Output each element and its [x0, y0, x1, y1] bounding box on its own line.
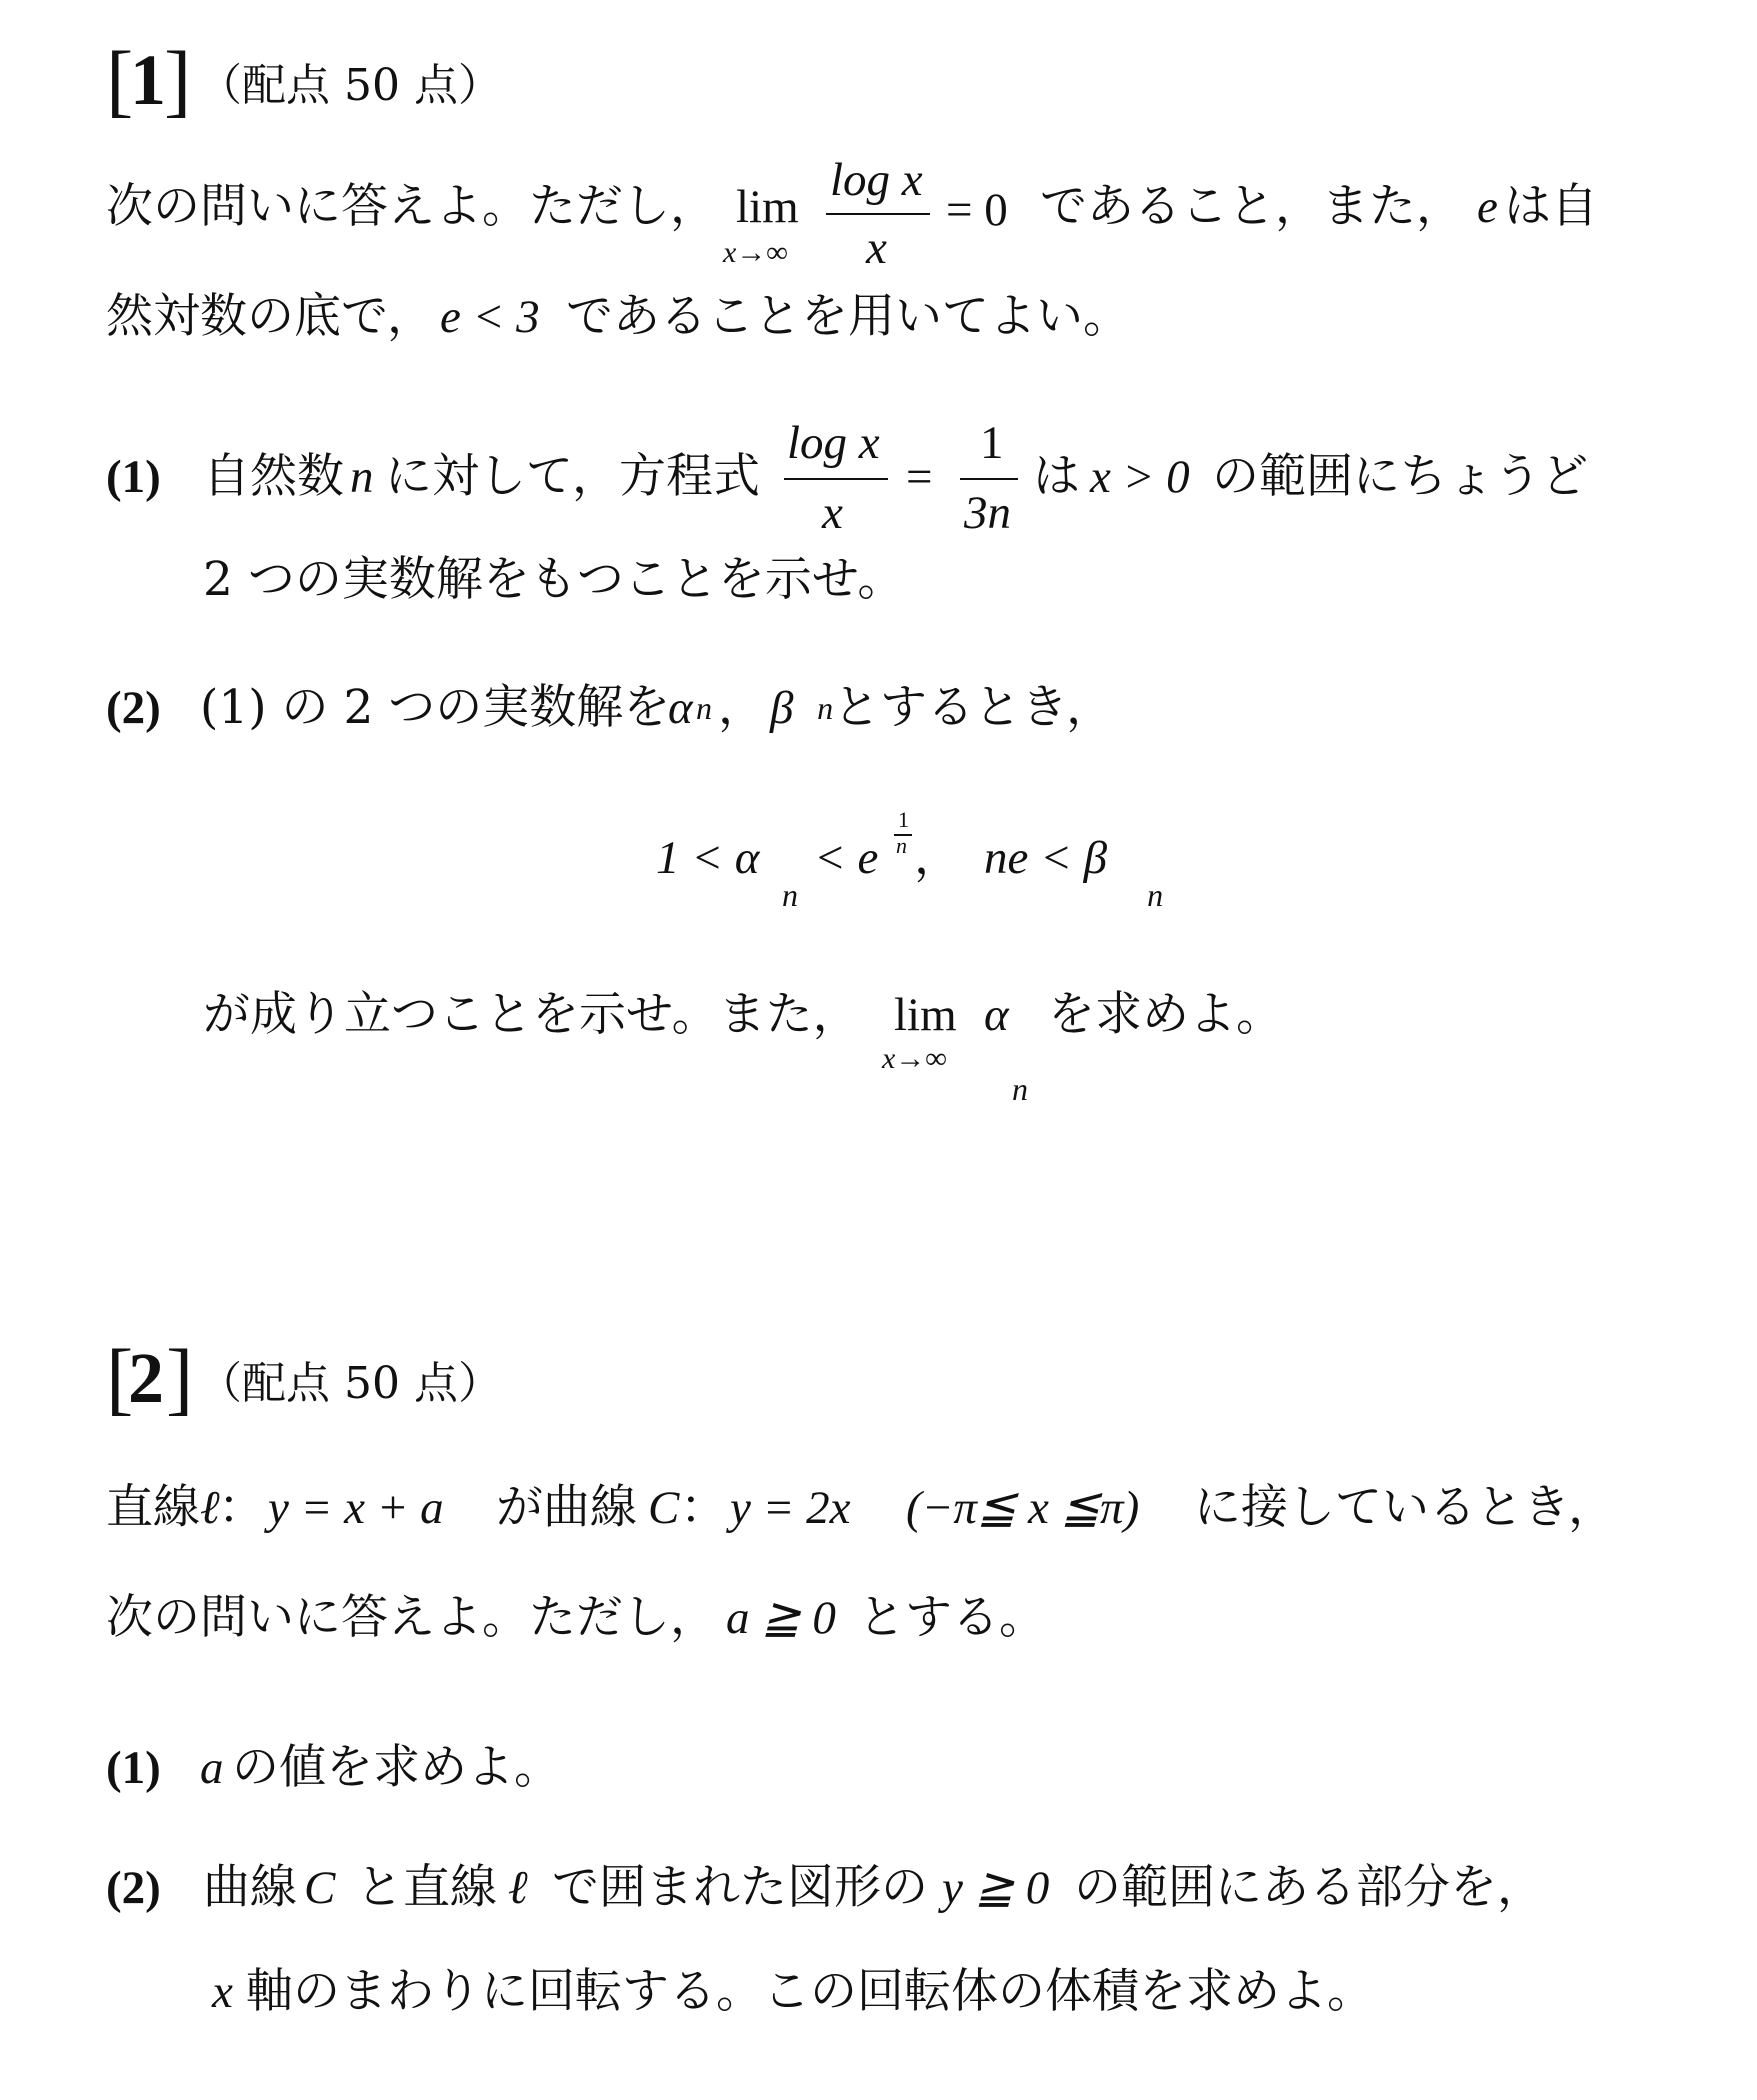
beta-subscript: n	[1147, 877, 1164, 913]
lim-subscript: x→∞	[723, 236, 788, 269]
intro-text-4: 次の問いに答えよ。ただし，	[106, 1590, 717, 1645]
intro-text-3: は自	[1504, 179, 1598, 234]
intro-text-4: 然対数の底で，	[106, 289, 435, 344]
alpha-subscript: n	[1012, 1071, 1028, 1107]
fraction-bar	[826, 213, 930, 215]
q2-text-2: とするとき，	[833, 680, 1114, 735]
intro-text-5: であることを用いてよい。	[566, 289, 1130, 344]
x-condition: x > 0	[1090, 451, 1190, 503]
comma: ，	[718, 680, 765, 735]
alpha-symbol: α	[668, 682, 693, 734]
q1-text-2: に対して，方程式	[385, 449, 761, 504]
C-symbol: C	[648, 1482, 680, 1534]
left-bracket: [	[106, 1332, 134, 1423]
ell-symbol: ℓ	[508, 1862, 528, 1914]
equals-sign: =	[906, 451, 933, 503]
fraction-1-bar	[784, 478, 888, 480]
beta-symbol: β	[770, 682, 794, 734]
ell-symbol: ℓ	[200, 1482, 220, 1534]
exponent-numerator: 1	[898, 807, 909, 832]
fraction-2-numerator: 1	[980, 417, 1004, 469]
q1-text-1: 自然数	[203, 449, 344, 504]
x-range: (−π≦ x ≦π)	[906, 1482, 1140, 1534]
curve-equation: y = 2x	[730, 1482, 851, 1534]
e-symbol: e	[1477, 181, 1498, 233]
intro-text-2: であること，また，	[1040, 179, 1463, 234]
q2-text-3: で囲まれた図形の	[552, 1860, 928, 1915]
colon: ：	[218, 1480, 265, 1535]
x-symbol: x	[212, 1966, 233, 2018]
intro-text-1: 次の問いに答えよ。ただし，	[106, 179, 717, 234]
problem-number: 2	[128, 1338, 164, 1418]
beta-subscript: n	[817, 690, 834, 726]
q1-text-5: 2 つの実数解をもつことを示せ。	[203, 552, 905, 607]
y-condition: y ≧ 0	[942, 1862, 1050, 1914]
question-label: (1)	[106, 1742, 161, 1794]
alpha-subscript: n	[696, 690, 712, 726]
fraction-1-denominator: x	[822, 487, 843, 539]
q2-text-5: 軸のまわりに回転する。この回転体の体積を求めよ。	[246, 1964, 1374, 2019]
lim-operator: lim	[736, 181, 799, 233]
alpha-subscript: n	[782, 877, 798, 913]
q1-text-3: は	[1033, 449, 1080, 504]
q2-text-1: 曲線	[203, 1860, 297, 1915]
question-label: (1)	[106, 451, 161, 503]
fraction-2-bar	[960, 478, 1018, 480]
q2-text-2: と直線	[356, 1860, 497, 1915]
problem-number: 1	[130, 40, 166, 120]
a-condition: a ≧ 0	[726, 1592, 836, 1644]
lim-operator: lim	[894, 989, 957, 1041]
inequality-part-2: < e	[814, 832, 879, 884]
fraction-1-numerator: log x	[787, 417, 880, 469]
C-symbol: C	[304, 1862, 336, 1914]
question-label: (2)	[106, 682, 161, 734]
lim-subscript: x→∞	[882, 1042, 947, 1075]
alpha-symbol: α	[984, 989, 1009, 1041]
q1-text-4: の範囲にちょうど	[1212, 449, 1588, 504]
points-label: （配点 50 点）	[198, 60, 502, 111]
equals-zero: = 0	[946, 184, 1008, 236]
e-less-than-3: e < 3	[440, 291, 540, 343]
exponent-denominator: n	[896, 833, 907, 858]
inequality-part-1: 1 < α	[656, 832, 760, 884]
fraction-2-denominator: 3n	[964, 487, 1011, 539]
inequality-comma: ，	[914, 830, 961, 885]
fraction-numerator: log x	[830, 154, 923, 206]
intro-text-2: が曲線	[496, 1480, 637, 1535]
q2-text-4: の範囲にある部分を，	[1074, 1860, 1544, 1915]
fraction-denominator: x	[866, 222, 887, 274]
right-bracket: ]	[166, 1332, 194, 1423]
q2-text-1: (1) の 2 つの実数解を	[200, 680, 671, 735]
q2-text-3: が成り立つことを示せ。また，	[203, 987, 860, 1042]
left-bracket: [	[106, 34, 134, 125]
colon: ：	[680, 1480, 727, 1535]
question-label: (2)	[106, 1862, 161, 1914]
q2-text-4: を求めよ。	[1048, 987, 1283, 1042]
intro-text-1: 直線	[106, 1480, 200, 1535]
points-label: （配点 50 点）	[198, 1358, 502, 1409]
inequality-part-3: ne < β	[984, 832, 1107, 884]
right-bracket: ]	[164, 34, 192, 125]
intro-text-5: とする。	[858, 1590, 1046, 1645]
n-symbol: n	[350, 451, 374, 503]
line-equation: y = x + a	[268, 1482, 444, 1534]
a-symbol: a	[200, 1742, 224, 1794]
q1-text: の値を求めよ。	[232, 1740, 561, 1795]
intro-text-3: に接しているとき，	[1194, 1480, 1616, 1535]
